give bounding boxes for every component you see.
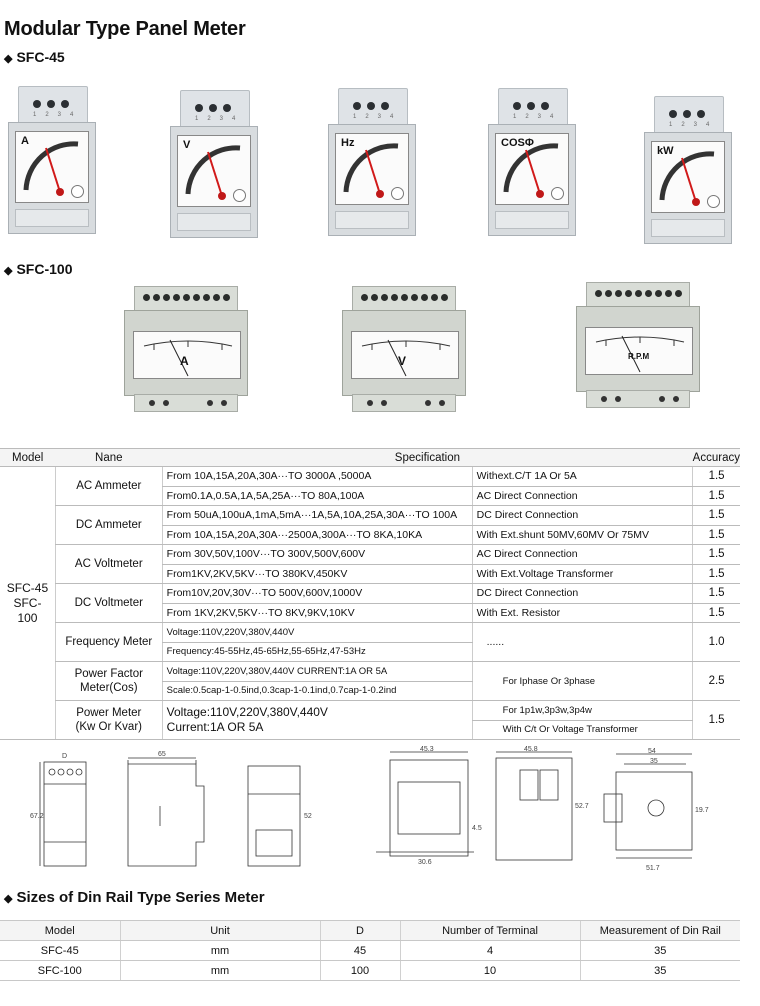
- meter-symbol: A: [180, 354, 189, 368]
- spec-cell: From1KV,2KV,5KV···TO 380KV,450KV: [162, 564, 472, 584]
- header-cell: Model: [0, 921, 120, 941]
- adjust-knob-icon: [233, 189, 246, 202]
- meter-symbol: R.P.M: [628, 352, 650, 361]
- meter-symbol: COSΦ: [501, 137, 534, 149]
- accuracy-cell: 1.5: [693, 701, 740, 740]
- table-row: [0, 623, 740, 643]
- condition-cell: For 1p1w,3p3w,3p4w: [472, 701, 693, 721]
- accuracy-cell: 1.5: [693, 564, 740, 584]
- adjust-knob-icon: [551, 187, 564, 200]
- meter-sfc45-voltmeter: 1234 V: [170, 90, 258, 240]
- accuracy-cell: 2.5: [693, 662, 740, 701]
- condition-cell: ......: [472, 623, 693, 662]
- dimension-drawings: [0, 746, 740, 876]
- spec-cell: From 10A,15A,20A,30A···2500A,300A···TO 8KA,10KA: [162, 525, 472, 545]
- page-title: Modular Type Panel Meter: [4, 18, 246, 40]
- name-ac-ammeter: AC Ammeter: [55, 467, 162, 506]
- name-ac-voltmeter: AC Voltmeter: [55, 545, 162, 584]
- meter-symbol: kW: [657, 145, 674, 157]
- table-cell: SFC-100: [0, 961, 120, 981]
- section-label: SFC-45: [16, 49, 65, 65]
- adjust-knob-icon: [707, 195, 720, 208]
- name-power-meter: [55, 701, 162, 740]
- name-frequency-meter: Frequency Meter: [55, 623, 162, 662]
- dim-label: D: [62, 753, 68, 760]
- dim-label: 52.7: [575, 803, 589, 810]
- name-line: Power Factor: [74, 668, 143, 680]
- name-dc-ammeter: DC Ammeter: [55, 506, 162, 545]
- table-row: [0, 662, 740, 682]
- diamond-bullet-icon: ◆: [4, 265, 13, 277]
- condition-cell: With C/t Or Voltage Transformer: [472, 720, 693, 740]
- dim-label: 45.8: [524, 746, 538, 753]
- dim-label: 51.7: [646, 865, 660, 872]
- table-cell: 35: [580, 961, 740, 981]
- table-row: [0, 506, 740, 526]
- dim-label: 45.3: [420, 746, 434, 753]
- dim-label: 35: [650, 758, 658, 765]
- table-row: [0, 701, 740, 721]
- dim-label: 52: [304, 813, 312, 820]
- meter-sfc45-frequency: 1234 Hz: [328, 88, 416, 238]
- table-row: [0, 961, 740, 981]
- table-row: [0, 467, 740, 487]
- name-line: Meter(Cos): [80, 682, 138, 694]
- condition-cell: AC Direct Connection: [472, 486, 693, 506]
- spec-cell: [162, 701, 472, 740]
- meter-symbol: V: [398, 354, 407, 368]
- condition-cell: Withext.C/T 1A Or 5A: [472, 467, 693, 487]
- dim-label: 54: [648, 748, 656, 755]
- model-sfc45: SFC-45: [6, 580, 49, 595]
- meter-symbol: A: [21, 135, 29, 147]
- table-cell: 100: [320, 961, 400, 981]
- spec-cell: From 30V,50V,100V···TO 300V,500V,600V: [162, 545, 472, 565]
- table-header-row: [0, 449, 740, 467]
- name-line: Power Meter: [76, 707, 142, 719]
- header-accuracy: Accuracy: [693, 449, 740, 467]
- header-name: Nane: [55, 449, 162, 467]
- meter-sfc100-rpm: [576, 282, 700, 408]
- condition-cell: For Iphase Or 3phase: [472, 662, 693, 701]
- accuracy-cell: 1.5: [693, 603, 740, 623]
- spec-line: Current:1A OR 5A: [166, 720, 264, 734]
- section-heading-sfc45: [4, 49, 65, 65]
- table-row: [0, 941, 740, 961]
- section-label: Sizes of Din Rail Type Series Meter: [16, 889, 265, 906]
- table-cell: mm: [120, 961, 320, 981]
- dim-label: 19.7: [695, 807, 709, 814]
- meter-symbol: V: [183, 139, 191, 151]
- dim-label: 30.6: [418, 859, 432, 866]
- meter-sfc100-ammeter: [124, 286, 248, 412]
- table-cell: 4: [400, 941, 580, 961]
- header-cell: Measurement of Din Rail: [580, 921, 740, 941]
- sizes-table: [0, 920, 740, 981]
- table-cell: SFC-45: [0, 941, 120, 961]
- accuracy-cell: 1.5: [693, 467, 740, 487]
- diamond-bullet-icon: ◆: [4, 893, 13, 905]
- accuracy-cell: 1.0: [693, 623, 740, 662]
- accuracy-cell: 1.5: [693, 545, 740, 565]
- model-cell: [0, 467, 55, 740]
- header-cell: D: [320, 921, 400, 941]
- condition-cell: AC Direct Connection: [472, 545, 693, 565]
- spec-cell: Voltage:110V,220V,380V,440V: [162, 623, 472, 643]
- spec-cell: From 10A,15A,20A,30A···TO 3000A ,5000A: [162, 467, 472, 487]
- accuracy-cell: 1.5: [693, 584, 740, 604]
- accuracy-cell: 1.5: [693, 506, 740, 526]
- name-dc-voltmeter: DC Voltmeter: [55, 584, 162, 623]
- table-cell: 35: [580, 941, 740, 961]
- section-heading-sfc100: [4, 261, 73, 277]
- header-specification: Specification: [162, 449, 693, 467]
- section-label: SFC-100: [16, 261, 73, 277]
- name-line: (Kw Or Kvar): [75, 721, 142, 733]
- adjust-knob-icon: [71, 185, 84, 198]
- table-cell: mm: [120, 941, 320, 961]
- header-model: Model: [0, 449, 55, 467]
- dim-label: 65: [158, 751, 166, 758]
- spec-line: Voltage:110V,220V,380V,440V: [166, 705, 328, 719]
- dimension-drawing-svg: [0, 746, 740, 876]
- spec-cell: Voltage:110V,220V,380V,440V CURRENT:1A OR 5A: [162, 662, 472, 682]
- spec-cell: Scale:0.5cap-1-0.5ind,0.3cap-1-0.1ind,0.7cap-1-0.2ind: [162, 681, 472, 701]
- table-header-row: [0, 921, 740, 941]
- specification-table: [0, 448, 740, 740]
- condition-cell: DC Direct Connection: [472, 506, 693, 526]
- dim-label: 4.5: [472, 825, 482, 832]
- condition-cell: DC Direct Connection: [472, 584, 693, 604]
- spec-cell: From 1KV,2KV,5KV···TO 8KV,9KV,10KV: [162, 603, 472, 623]
- table-cell: 45: [320, 941, 400, 961]
- diamond-bullet-icon: ◆: [4, 53, 13, 65]
- section-heading-sizes: [4, 889, 265, 906]
- spec-cell: From0.1A,0.5A,1A,5A,25A···TO 80A,100A: [162, 486, 472, 506]
- table-row: [0, 584, 740, 604]
- condition-cell: With Ext.shunt 50MV,60MV Or 75MV: [472, 525, 693, 545]
- accuracy-cell: 1.5: [693, 525, 740, 545]
- header-cell: Number of Terminal: [400, 921, 580, 941]
- model-sfc100: SFC-100: [13, 595, 42, 625]
- spec-cell: From 50uA,100uA,1mA,5mA···1A,5A,10A,25A,30A···TO 100A: [162, 506, 472, 526]
- table-cell: 10: [400, 961, 580, 981]
- meter-sfc100-voltmeter: [342, 286, 466, 412]
- meter-sfc45-ammeter: 1234 A: [8, 86, 96, 236]
- condition-cell: With Ext.Voltage Transformer: [472, 564, 693, 584]
- header-cell: Unit: [120, 921, 320, 941]
- dim-label: 67.2: [30, 813, 44, 820]
- condition-cell: With Ext. Resistor: [472, 603, 693, 623]
- name-power-factor: [55, 662, 162, 701]
- meter-sfc45-power-factor: 1234 COSΦ: [488, 88, 576, 238]
- spec-cell: From10V,20V,30V···TO 500V,600V,1000V: [162, 584, 472, 604]
- adjust-knob-icon: [391, 187, 404, 200]
- table-row: [0, 545, 740, 565]
- spec-cell: Frequency:45-55Hz,45-65Hz,55-65Hz,47-53Hz: [162, 642, 472, 662]
- accuracy-cell: 1.5: [693, 486, 740, 506]
- meter-symbol: Hz: [341, 137, 355, 149]
- meter-sfc45-power: 1234 kW: [644, 96, 732, 246]
